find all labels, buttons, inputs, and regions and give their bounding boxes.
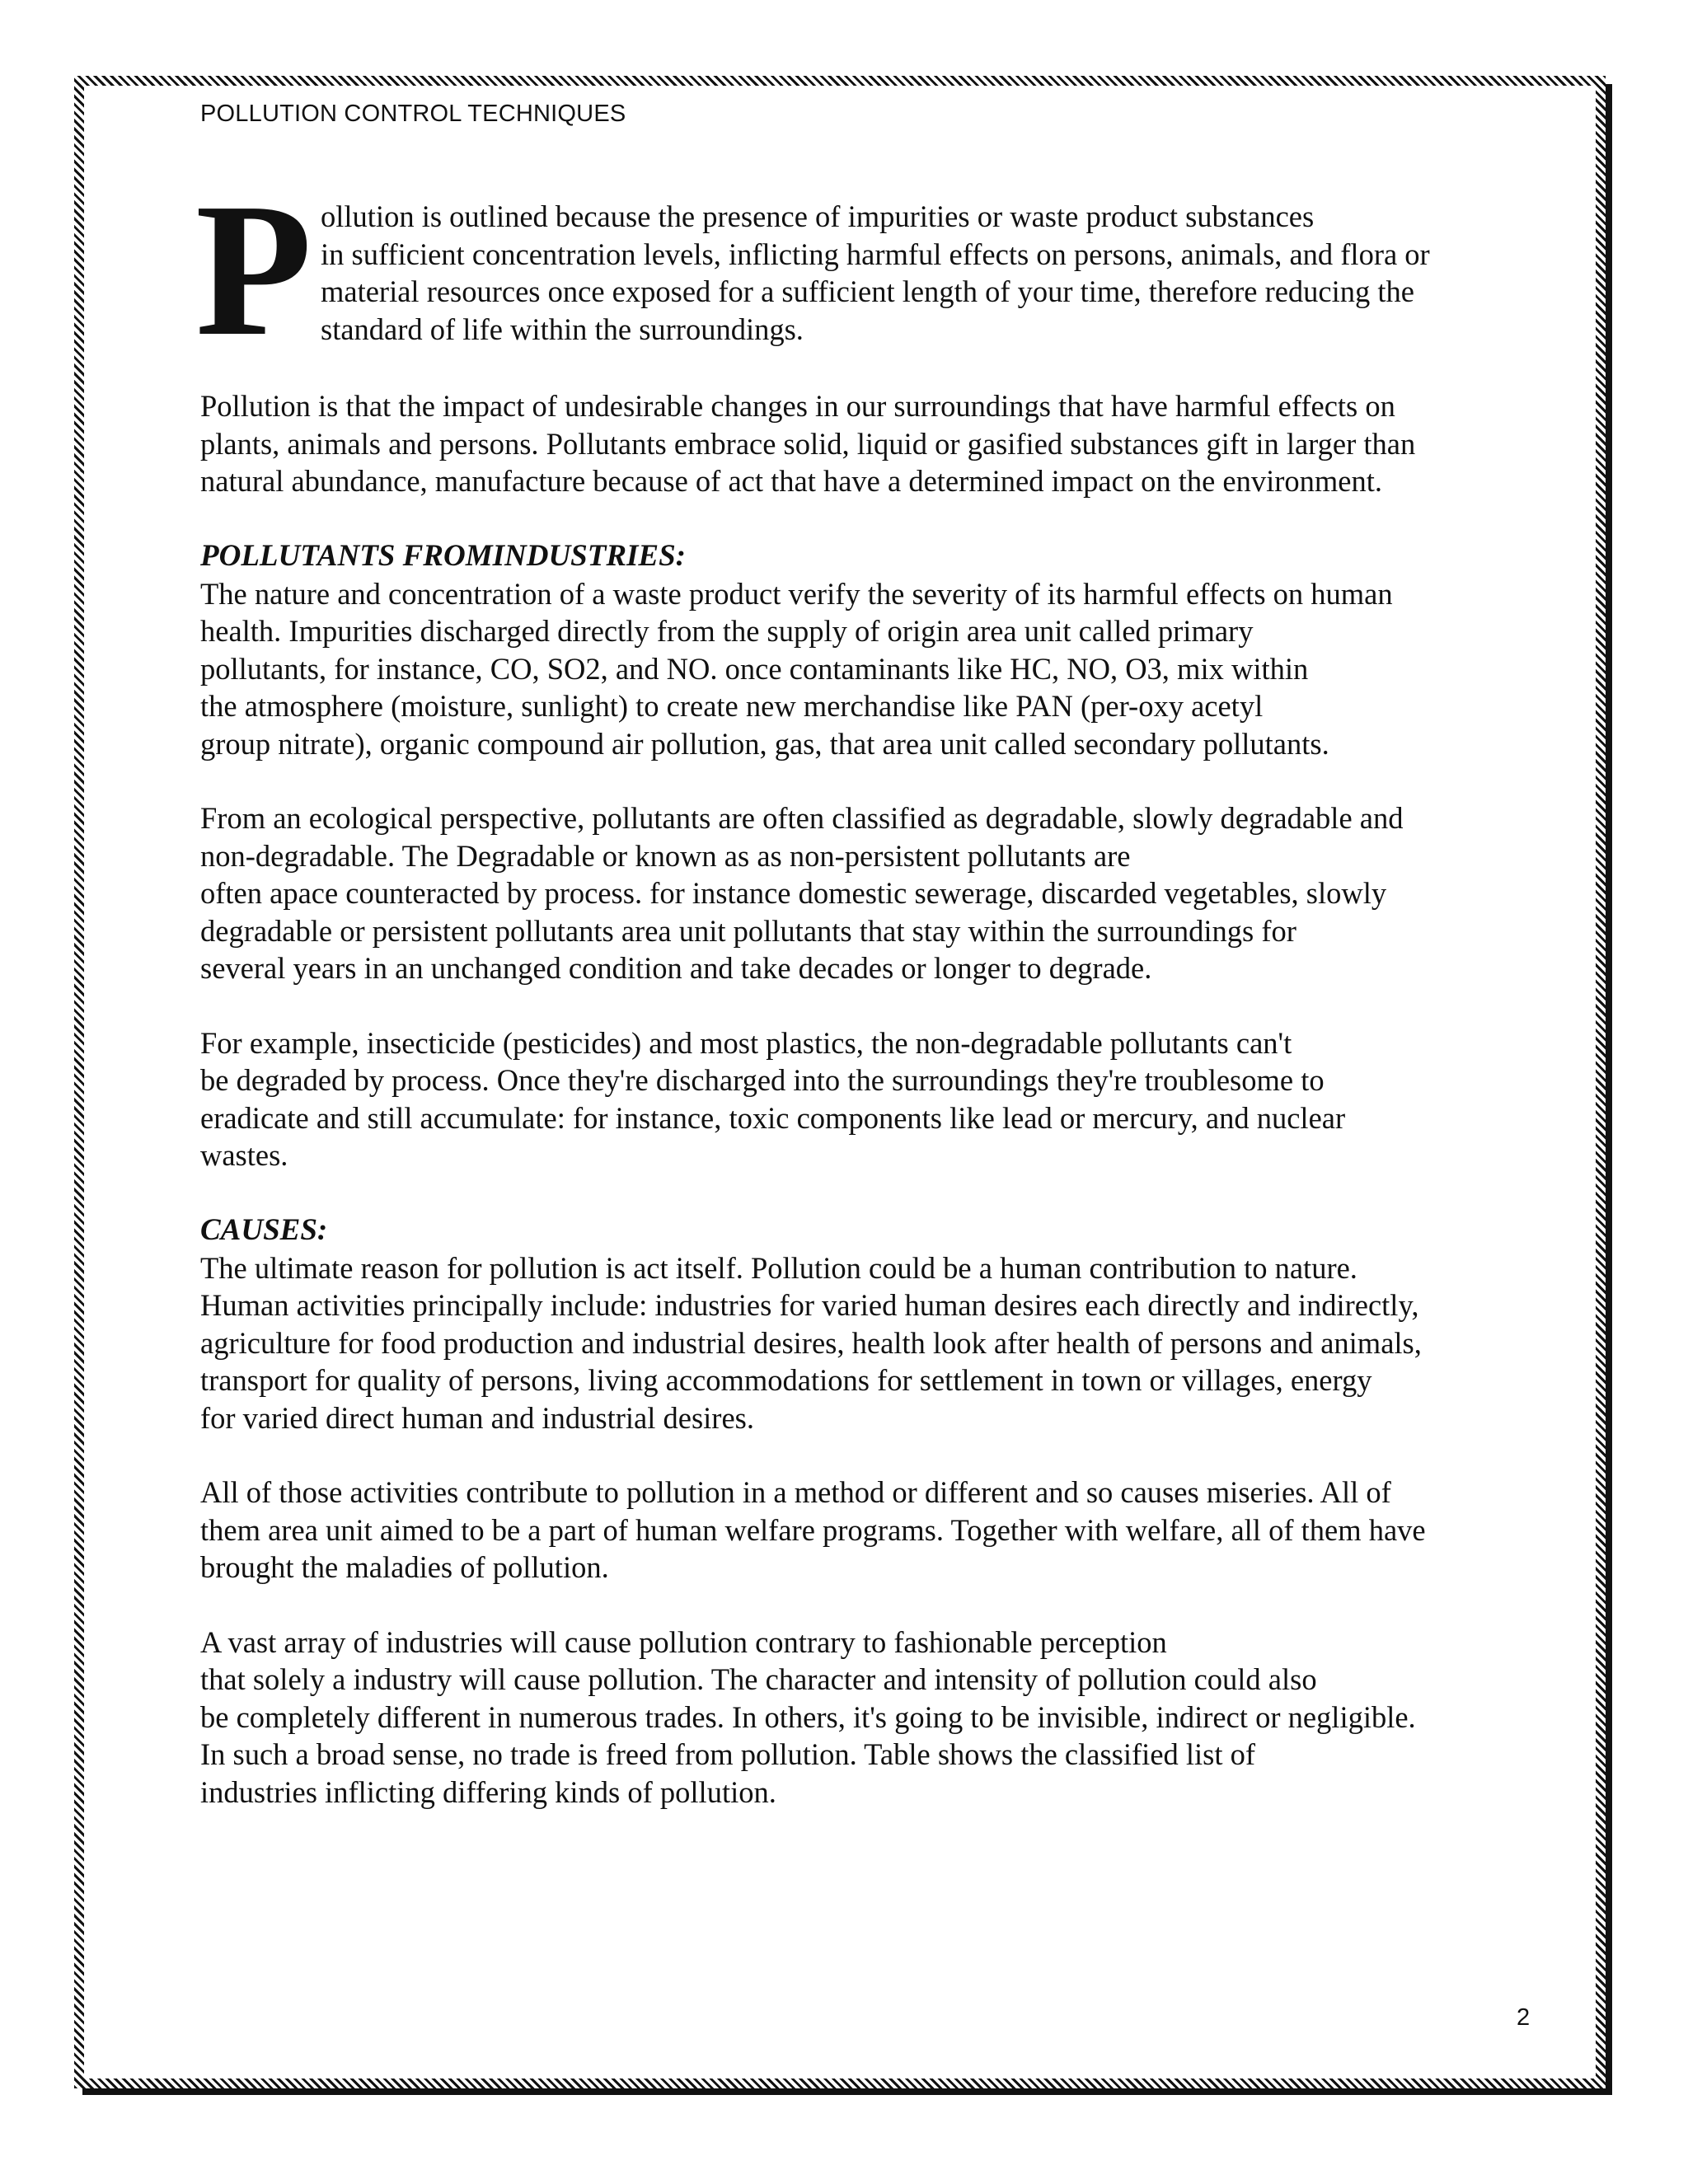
intro-text [321, 198, 1430, 348]
text-line: brought the maladies of pollution. [200, 1550, 609, 1584]
text-line: be completely different in numerous trades. In others, it's going to be invisible, indirect or negligible. [200, 1699, 1416, 1734]
text-line: From an ecological perspective, pollutants are often classified as degradable, slowly degradable and [200, 801, 1404, 835]
paragraph-activities [200, 1474, 1552, 1586]
text-line: In such a broad sense, no trade is freed from pollution. Table shows the classified list of [200, 1737, 1256, 1771]
text-line: non-degradable. The Degradable or known as as non-persistent pollutants are [200, 838, 1131, 873]
text-line: agriculture for food production and industrial desires, health look after health of persons and animals, [200, 1325, 1422, 1360]
text-line: ollution is outlined because the presence of impurities or waste product substances [321, 199, 1315, 233]
text-line: group nitrate), organic compound air pollution, gas, that area unit called secondary pollutants. [200, 726, 1329, 761]
section-causes [200, 1212, 1552, 1437]
section-pollutants-from-industries [200, 537, 1552, 763]
page-border-shadow-right [1606, 84, 1612, 2095]
text-line: transport for quality of persons, living accommodations for settlement in town or villages, energy [200, 1363, 1372, 1397]
text-line: eradicate and still accumulate: for instance, toxic components like lead or mercury, and nuclear [200, 1100, 1346, 1135]
text-line: Pollution is that the impact of undesirable changes in our surroundings that have harmful effects on [200, 389, 1395, 423]
text-line: The nature and concentration of a waste product verify the severity of its harmful effects on human [200, 576, 1393, 611]
text-line: often apace counteracted by process. for instance domestic sewerage, discarded vegetables, slowly [200, 876, 1387, 910]
text-line: For example, insecticide (pesticides) and most plastics, the non-degradable pollutants can't [200, 1025, 1292, 1060]
section-heading: CAUSES: [200, 1212, 328, 1247]
text-line: natural abundance, manufacture because of act that have a determined impact on the environment. [200, 464, 1383, 498]
text-line: pollutants, for instance, CO, SO2, and NO. once contaminants like HC, NO, O3, mix within [200, 651, 1309, 686]
paragraph-ecological-perspective [200, 799, 1552, 987]
document-body [195, 164, 1552, 1811]
text-line: material resources once exposed for a sufficient length of your time, therefore reducing the [321, 274, 1414, 308]
paragraph-examples [200, 1024, 1552, 1174]
text-line: All of those activities contribute to pollution in a method or different and so causes miseries. All of [200, 1475, 1391, 1509]
text-line: in sufficient concentration levels, inflicting harmful effects on persons, animals, and flora or [321, 237, 1430, 271]
paragraph-pollution-definition [200, 387, 1552, 500]
intro-paragraph [195, 164, 1552, 376]
text-line: industries inflicting differing kinds of pollution. [200, 1774, 776, 1809]
page-number: 2 [1517, 2004, 1531, 2031]
text-line: health. Impurities discharged directly from the supply of origin area unit called primary [200, 614, 1254, 648]
text-line: that solely a industry will cause pollution. The character and intensity of pollution could also [200, 1662, 1317, 1696]
running-header: POLLUTION CONTROL TECHNIQUES [200, 101, 626, 127]
text-line: A vast array of industries will cause pollution contrary to fashionable perception [200, 1624, 1167, 1659]
paragraph-industries [200, 1624, 1552, 1811]
drop-cap: P [195, 164, 312, 376]
text-line: the atmosphere (moisture, sunlight) to create new merchandise like PAN (per-oxy acetyl [200, 689, 1264, 723]
text-line: degradable or persistent pollutants area unit pollutants that stay within the surroundings for [200, 913, 1296, 948]
text-line: them area unit aimed to be a part of human welfare programs. Together with welfare, all of them have [200, 1512, 1426, 1547]
section-heading: POLLUTANTS FROMINDUSTRIES: [200, 538, 687, 573]
page-border-shadow-bottom [82, 2088, 1612, 2095]
text-line: The ultimate reason for pollution is act itself. Pollution could be a human contribution to nature. [200, 1250, 1357, 1285]
text-line: standard of life within the surroundings. [321, 312, 804, 346]
text-line: several years in an unchanged condition and take decades or longer to degrade. [200, 951, 1152, 985]
text-line: be degraded by process. Once they're discharged into the surroundings they're troublesome to [200, 1063, 1325, 1097]
text-line: Human activities principally include: industries for varied human desires each directly and indirectly, [200, 1288, 1419, 1322]
text-line: plants, animals and persons. Pollutants embrace solid, liquid or gasified substances gift in larger than [200, 426, 1416, 461]
text-line: wastes. [200, 1138, 288, 1172]
text-line: for varied direct human and industrial desires. [200, 1400, 754, 1435]
